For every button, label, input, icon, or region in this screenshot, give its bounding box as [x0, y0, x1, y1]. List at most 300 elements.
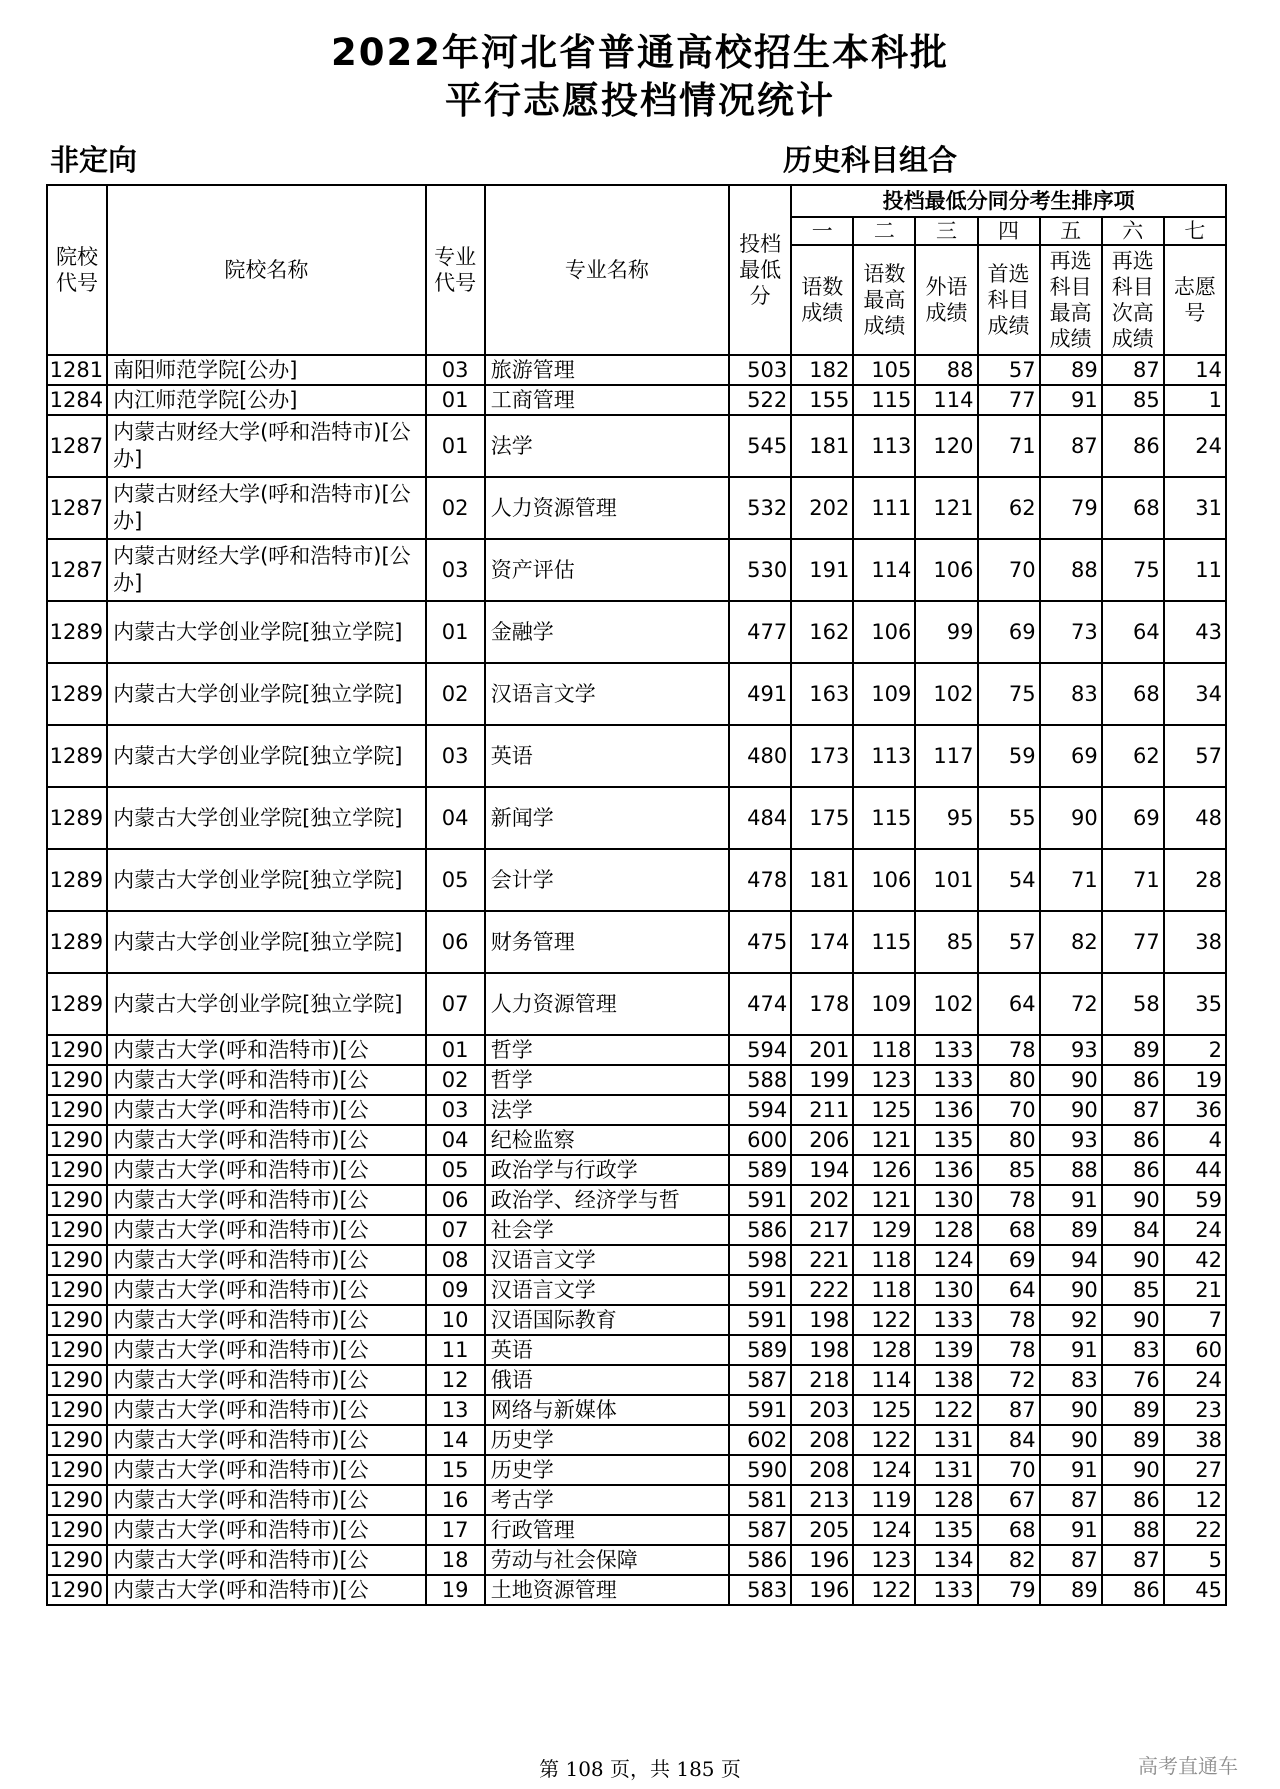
header-order-5: 五 [1040, 217, 1102, 245]
second-subject-max-cell: 87 [1040, 1485, 1102, 1515]
major-name-cell: 哲学 [485, 1035, 729, 1065]
school-code-cell: 1284 [47, 385, 107, 415]
second-subject-max-cell: 87 [1040, 415, 1102, 477]
second-subject-next-cell: 90 [1102, 1305, 1164, 1335]
second-subject-next-cell: 90 [1102, 1245, 1164, 1275]
school-name-cell: 内蒙古大学(呼和浩特市)[公 [107, 1425, 426, 1455]
school-code-cell: 1290 [47, 1395, 107, 1425]
table-row [47, 385, 1226, 415]
major-code-cell: 11 [426, 1335, 485, 1365]
preference-number-cell: 38 [1164, 1425, 1226, 1455]
second-subject-next-cell: 83 [1102, 1335, 1164, 1365]
second-subject-next-cell: 86 [1102, 1155, 1164, 1185]
major-code-cell: 02 [426, 1065, 485, 1095]
table-row [47, 1515, 1226, 1545]
major-code-cell: 17 [426, 1515, 485, 1545]
second-subject-next-cell: 89 [1102, 1035, 1164, 1065]
second-subject-next-cell: 68 [1102, 477, 1164, 539]
school-code-cell: 1287 [47, 415, 107, 477]
second-subject-max-cell: 89 [1040, 1215, 1102, 1245]
school-code-cell: 1290 [47, 1485, 107, 1515]
second-subject-next-cell: 90 [1102, 1455, 1164, 1485]
second-subject-next-cell: 64 [1102, 601, 1164, 663]
preference-number-cell: 24 [1164, 1365, 1226, 1395]
major-name-cell: 人力资源管理 [485, 477, 729, 539]
second-subject-next-cell: 86 [1102, 1125, 1164, 1155]
table-row [47, 1425, 1226, 1455]
second-subject-max-cell: 89 [1040, 355, 1102, 385]
school-code-cell: 1290 [47, 1335, 107, 1365]
second-subject-next-cell: 69 [1102, 787, 1164, 849]
major-name-cell: 英语 [485, 1335, 729, 1365]
school-code-cell: 1287 [47, 477, 107, 539]
min-score-cell: 581 [729, 1485, 791, 1515]
min-score-cell: 586 [729, 1545, 791, 1575]
second-subject-max-cell: 91 [1040, 1335, 1102, 1365]
min-score-cell: 588 [729, 1065, 791, 1095]
preference-number-cell: 22 [1164, 1515, 1226, 1545]
header-criteria-5: 再选科目最高成绩 [1040, 245, 1102, 355]
chinese-math-max-cell: 122 [853, 1575, 915, 1605]
second-subject-max-cell: 82 [1040, 911, 1102, 973]
school-name-cell: 内蒙古财经大学(呼和浩特市)[公办] [107, 477, 426, 539]
major-name-cell: 政治学、经济学与哲 [485, 1185, 729, 1215]
major-name-cell: 英语 [485, 725, 729, 787]
foreign-language-cell: 122 [915, 1395, 977, 1425]
min-score-cell: 586 [729, 1215, 791, 1245]
min-score-cell: 587 [729, 1365, 791, 1395]
school-name-cell: 内蒙古大学(呼和浩特市)[公 [107, 1035, 426, 1065]
chinese-math-score-cell: 217 [791, 1215, 853, 1245]
chinese-math-max-cell: 109 [853, 663, 915, 725]
chinese-math-max-cell: 122 [853, 1425, 915, 1455]
chinese-math-max-cell: 115 [853, 787, 915, 849]
second-subject-next-cell: 58 [1102, 973, 1164, 1035]
chinese-math-score-cell: 202 [791, 1185, 853, 1215]
min-score-cell: 475 [729, 911, 791, 973]
table-row [47, 1335, 1226, 1365]
min-score-cell: 594 [729, 1035, 791, 1065]
header-major-name: 专业名称 [485, 185, 729, 355]
first-subject-cell: 57 [978, 355, 1040, 385]
first-subject-cell: 64 [978, 1275, 1040, 1305]
preference-number-cell: 59 [1164, 1185, 1226, 1215]
school-code-cell: 1281 [47, 355, 107, 385]
foreign-language-cell: 135 [915, 1125, 977, 1155]
table-row [47, 1275, 1226, 1305]
second-subject-next-cell: 90 [1102, 1185, 1164, 1215]
chinese-math-max-cell: 125 [853, 1095, 915, 1125]
header-order-7: 七 [1164, 217, 1226, 245]
major-name-cell: 政治学与行政学 [485, 1155, 729, 1185]
preference-number-cell: 38 [1164, 911, 1226, 973]
major-name-cell: 土地资源管理 [485, 1575, 729, 1605]
min-score-cell: 591 [729, 1395, 791, 1425]
foreign-language-cell: 106 [915, 539, 977, 601]
chinese-math-max-cell: 123 [853, 1545, 915, 1575]
min-score-cell: 484 [729, 787, 791, 849]
chinese-math-max-cell: 113 [853, 415, 915, 477]
first-subject-cell: 78 [978, 1335, 1040, 1365]
major-code-cell: 02 [426, 663, 485, 725]
chinese-math-max-cell: 114 [853, 1365, 915, 1395]
second-subject-next-cell: 86 [1102, 415, 1164, 477]
min-score-cell: 589 [729, 1335, 791, 1365]
table-row [47, 1155, 1226, 1185]
chinese-math-score-cell: 196 [791, 1575, 853, 1605]
school-code-cell: 1289 [47, 849, 107, 911]
major-name-cell: 纪检监察 [485, 1125, 729, 1155]
major-code-cell: 03 [426, 355, 485, 385]
chinese-math-max-cell: 118 [853, 1275, 915, 1305]
major-code-cell: 18 [426, 1545, 485, 1575]
major-code-cell: 04 [426, 1125, 485, 1155]
school-name-cell: 内蒙古大学(呼和浩特市)[公 [107, 1305, 426, 1335]
foreign-language-cell: 128 [915, 1485, 977, 1515]
header-order-6: 六 [1102, 217, 1164, 245]
subtitle-category: 非定向 [50, 143, 138, 177]
major-code-cell: 01 [426, 601, 485, 663]
major-code-cell: 08 [426, 1245, 485, 1275]
school-code-cell: 1290 [47, 1515, 107, 1545]
second-subject-next-cell: 87 [1102, 1545, 1164, 1575]
second-subject-max-cell: 93 [1040, 1035, 1102, 1065]
major-code-cell: 03 [426, 725, 485, 787]
major-code-cell: 06 [426, 1185, 485, 1215]
major-name-cell: 新闻学 [485, 787, 729, 849]
foreign-language-cell: 138 [915, 1365, 977, 1395]
second-subject-max-cell: 93 [1040, 1125, 1102, 1155]
first-subject-cell: 84 [978, 1425, 1040, 1455]
chinese-math-max-cell: 124 [853, 1455, 915, 1485]
school-code-cell: 1290 [47, 1455, 107, 1485]
school-code-cell: 1289 [47, 725, 107, 787]
major-name-cell: 法学 [485, 1095, 729, 1125]
foreign-language-cell: 133 [915, 1035, 977, 1065]
table-row [47, 1185, 1226, 1215]
chinese-math-max-cell: 118 [853, 1245, 915, 1275]
table-row [47, 787, 1226, 849]
second-subject-next-cell: 89 [1102, 1395, 1164, 1425]
table-row [47, 477, 1226, 539]
second-subject-next-cell: 85 [1102, 385, 1164, 415]
min-score-cell: 545 [729, 415, 791, 477]
second-subject-max-cell: 90 [1040, 1065, 1102, 1095]
min-score-cell: 530 [729, 539, 791, 601]
preference-number-cell: 4 [1164, 1125, 1226, 1155]
header-order-1: 一 [791, 217, 853, 245]
foreign-language-cell: 136 [915, 1155, 977, 1185]
school-name-cell: 内蒙古财经大学(呼和浩特市)[公办] [107, 539, 426, 601]
major-name-cell: 汉语国际教育 [485, 1305, 729, 1335]
foreign-language-cell: 101 [915, 849, 977, 911]
preference-number-cell: 42 [1164, 1245, 1226, 1275]
major-code-cell: 01 [426, 1035, 485, 1065]
school-code-cell: 1290 [47, 1065, 107, 1095]
chinese-math-max-cell: 114 [853, 539, 915, 601]
first-subject-cell: 78 [978, 1185, 1040, 1215]
chinese-math-max-cell: 128 [853, 1335, 915, 1365]
second-subject-next-cell: 76 [1102, 1365, 1164, 1395]
preference-number-cell: 19 [1164, 1065, 1226, 1095]
chinese-math-max-cell: 124 [853, 1515, 915, 1545]
table-row [47, 1455, 1226, 1485]
second-subject-next-cell: 87 [1102, 355, 1164, 385]
first-subject-cell: 70 [978, 1095, 1040, 1125]
foreign-language-cell: 130 [915, 1185, 977, 1215]
major-code-cell: 13 [426, 1395, 485, 1425]
major-name-cell: 人力资源管理 [485, 973, 729, 1035]
major-name-cell: 汉语言文学 [485, 1245, 729, 1275]
school-code-cell: 1290 [47, 1185, 107, 1215]
school-name-cell: 内蒙古大学创业学院[独立学院] [107, 911, 426, 973]
school-name-cell: 内蒙古大学(呼和浩特市)[公 [107, 1545, 426, 1575]
school-code-cell: 1290 [47, 1125, 107, 1155]
min-score-cell: 600 [729, 1125, 791, 1155]
school-name-cell: 内蒙古大学创业学院[独立学院] [107, 725, 426, 787]
school-name-cell: 内蒙古大学创业学院[独立学院] [107, 787, 426, 849]
major-code-cell: 12 [426, 1365, 485, 1395]
school-name-cell: 内江师范学院[公办] [107, 385, 426, 415]
preference-number-cell: 35 [1164, 973, 1226, 1035]
school-code-cell: 1290 [47, 1365, 107, 1395]
preference-number-cell: 34 [1164, 663, 1226, 725]
table-row [47, 539, 1226, 601]
school-code-cell: 1289 [47, 601, 107, 663]
header-order-2: 二 [853, 217, 915, 245]
chinese-math-score-cell: 196 [791, 1545, 853, 1575]
school-code-cell: 1290 [47, 1425, 107, 1455]
first-subject-cell: 82 [978, 1545, 1040, 1575]
second-subject-max-cell: 89 [1040, 1575, 1102, 1605]
school-code-cell: 1289 [47, 911, 107, 973]
foreign-language-cell: 131 [915, 1455, 977, 1485]
preference-number-cell: 45 [1164, 1575, 1226, 1605]
school-code-cell: 1290 [47, 1155, 107, 1185]
major-code-cell: 16 [426, 1485, 485, 1515]
chinese-math-score-cell: 182 [791, 355, 853, 385]
school-name-cell: 内蒙古大学(呼和浩特市)[公 [107, 1125, 426, 1155]
school-name-cell: 内蒙古大学(呼和浩特市)[公 [107, 1245, 426, 1275]
foreign-language-cell: 102 [915, 973, 977, 1035]
school-name-cell: 内蒙古大学(呼和浩特市)[公 [107, 1365, 426, 1395]
first-subject-cell: 79 [978, 1575, 1040, 1605]
school-code-cell: 1289 [47, 663, 107, 725]
table-row [47, 1575, 1226, 1605]
preference-number-cell: 14 [1164, 355, 1226, 385]
second-subject-max-cell: 83 [1040, 663, 1102, 725]
chinese-math-score-cell: 208 [791, 1455, 853, 1485]
page-title-line2: 平行志愿投档情况统计 [445, 79, 835, 122]
major-name-cell: 法学 [485, 415, 729, 477]
first-subject-cell: 55 [978, 787, 1040, 849]
school-name-cell: 内蒙古大学创业学院[独立学院] [107, 601, 426, 663]
school-name-cell: 内蒙古大学(呼和浩特市)[公 [107, 1575, 426, 1605]
school-name-cell: 内蒙古大学(呼和浩特市)[公 [107, 1395, 426, 1425]
table-row [47, 911, 1226, 973]
min-score-cell: 590 [729, 1455, 791, 1485]
first-subject-cell: 78 [978, 1035, 1040, 1065]
major-name-cell: 社会学 [485, 1215, 729, 1245]
min-score-cell: 503 [729, 355, 791, 385]
preference-number-cell: 44 [1164, 1155, 1226, 1185]
major-code-cell: 05 [426, 1155, 485, 1185]
school-code-cell: 1290 [47, 1035, 107, 1065]
chinese-math-score-cell: 221 [791, 1245, 853, 1275]
second-subject-max-cell: 90 [1040, 1395, 1102, 1425]
chinese-math-max-cell: 121 [853, 1125, 915, 1155]
table-row [47, 1545, 1226, 1575]
table-row [47, 1095, 1226, 1125]
second-subject-next-cell: 86 [1102, 1485, 1164, 1515]
chinese-math-score-cell: 222 [791, 1275, 853, 1305]
header-criteria-2: 语数最高成绩 [853, 245, 915, 355]
min-score-cell: 598 [729, 1245, 791, 1275]
preference-number-cell: 31 [1164, 477, 1226, 539]
major-code-cell: 15 [426, 1455, 485, 1485]
preference-number-cell: 28 [1164, 849, 1226, 911]
chinese-math-score-cell: 218 [791, 1365, 853, 1395]
chinese-math-score-cell: 205 [791, 1515, 853, 1545]
table-row [47, 1215, 1226, 1245]
header-major-code: 专业代号 [426, 185, 485, 355]
major-code-cell: 03 [426, 1095, 485, 1125]
second-subject-next-cell: 71 [1102, 849, 1164, 911]
chinese-math-max-cell: 121 [853, 1185, 915, 1215]
second-subject-max-cell: 71 [1040, 849, 1102, 911]
table-row [47, 355, 1226, 385]
foreign-language-cell: 124 [915, 1245, 977, 1275]
watermark: 高考直通车 [1138, 1754, 1238, 1778]
chinese-math-score-cell: 198 [791, 1305, 853, 1335]
second-subject-next-cell: 84 [1102, 1215, 1164, 1245]
preference-number-cell: 48 [1164, 787, 1226, 849]
first-subject-cell: 70 [978, 539, 1040, 601]
page-footer: 第 108 页，共 185 页 [539, 1757, 741, 1781]
first-subject-cell: 54 [978, 849, 1040, 911]
second-subject-max-cell: 91 [1040, 1515, 1102, 1545]
school-name-cell: 内蒙古大学(呼和浩特市)[公 [107, 1185, 426, 1215]
major-code-cell: 07 [426, 973, 485, 1035]
first-subject-cell: 69 [978, 1245, 1040, 1275]
school-code-cell: 1290 [47, 1095, 107, 1125]
major-name-cell: 工商管理 [485, 385, 729, 415]
chinese-math-max-cell: 115 [853, 911, 915, 973]
major-code-cell: 04 [426, 787, 485, 849]
foreign-language-cell: 134 [915, 1545, 977, 1575]
min-score-cell: 591 [729, 1185, 791, 1215]
second-subject-max-cell: 90 [1040, 787, 1102, 849]
chinese-math-max-cell: 125 [853, 1395, 915, 1425]
table-row [47, 601, 1226, 663]
second-subject-next-cell: 85 [1102, 1275, 1164, 1305]
header-min-score: 投档最低分 [729, 185, 791, 355]
first-subject-cell: 78 [978, 1305, 1040, 1335]
chinese-math-score-cell: 198 [791, 1335, 853, 1365]
chinese-math-score-cell: 174 [791, 911, 853, 973]
chinese-math-score-cell: 175 [791, 787, 853, 849]
preference-number-cell: 27 [1164, 1455, 1226, 1485]
chinese-math-score-cell: 181 [791, 415, 853, 477]
major-name-cell: 哲学 [485, 1065, 729, 1095]
preference-number-cell: 57 [1164, 725, 1226, 787]
chinese-math-max-cell: 106 [853, 849, 915, 911]
school-code-cell: 1290 [47, 1275, 107, 1305]
chinese-math-max-cell: 113 [853, 725, 915, 787]
min-score-cell: 587 [729, 1515, 791, 1545]
chinese-math-max-cell: 123 [853, 1065, 915, 1095]
second-subject-next-cell: 87 [1102, 1095, 1164, 1125]
chinese-math-score-cell: 208 [791, 1425, 853, 1455]
header-school-name: 院校名称 [107, 185, 426, 355]
first-subject-cell: 67 [978, 1485, 1040, 1515]
first-subject-cell: 70 [978, 1455, 1040, 1485]
table-row [47, 725, 1226, 787]
foreign-language-cell: 114 [915, 385, 977, 415]
foreign-language-cell: 133 [915, 1305, 977, 1335]
school-name-cell: 内蒙古大学(呼和浩特市)[公 [107, 1095, 426, 1125]
second-subject-max-cell: 69 [1040, 725, 1102, 787]
major-code-cell: 05 [426, 849, 485, 911]
foreign-language-cell: 99 [915, 601, 977, 663]
preference-number-cell: 11 [1164, 539, 1226, 601]
table-row [47, 415, 1226, 477]
first-subject-cell: 71 [978, 415, 1040, 477]
chinese-math-max-cell: 119 [853, 1485, 915, 1515]
second-subject-max-cell: 90 [1040, 1275, 1102, 1305]
chinese-math-score-cell: 199 [791, 1065, 853, 1095]
major-name-cell: 金融学 [485, 601, 729, 663]
school-code-cell: 1290 [47, 1215, 107, 1245]
second-subject-max-cell: 87 [1040, 1545, 1102, 1575]
preference-number-cell: 43 [1164, 601, 1226, 663]
major-name-cell: 劳动与社会保障 [485, 1545, 729, 1575]
second-subject-max-cell: 94 [1040, 1245, 1102, 1275]
header-criteria-6: 再选科目次高成绩 [1102, 245, 1164, 355]
chinese-math-score-cell: 194 [791, 1155, 853, 1185]
major-name-cell: 俄语 [485, 1365, 729, 1395]
table-row [47, 973, 1226, 1035]
preference-number-cell: 1 [1164, 385, 1226, 415]
first-subject-cell: 68 [978, 1215, 1040, 1245]
preference-number-cell: 21 [1164, 1275, 1226, 1305]
second-subject-next-cell: 88 [1102, 1515, 1164, 1545]
foreign-language-cell: 120 [915, 415, 977, 477]
second-subject-max-cell: 90 [1040, 1425, 1102, 1455]
second-subject-next-cell: 62 [1102, 725, 1164, 787]
preference-number-cell: 2 [1164, 1035, 1226, 1065]
school-code-cell: 1289 [47, 973, 107, 1035]
second-subject-next-cell: 86 [1102, 1575, 1164, 1605]
foreign-language-cell: 121 [915, 477, 977, 539]
table-row [47, 663, 1226, 725]
table-row [47, 1245, 1226, 1275]
header-order-4: 四 [978, 217, 1040, 245]
major-name-cell: 会计学 [485, 849, 729, 911]
min-score-cell: 591 [729, 1305, 791, 1335]
chinese-math-score-cell: 155 [791, 385, 853, 415]
second-subject-max-cell: 88 [1040, 1155, 1102, 1185]
chinese-math-score-cell: 202 [791, 477, 853, 539]
foreign-language-cell: 139 [915, 1335, 977, 1365]
preference-number-cell: 5 [1164, 1545, 1226, 1575]
major-code-cell: 09 [426, 1275, 485, 1305]
min-score-cell: 532 [729, 477, 791, 539]
chinese-math-max-cell: 122 [853, 1305, 915, 1335]
major-code-cell: 07 [426, 1215, 485, 1245]
first-subject-cell: 72 [978, 1365, 1040, 1395]
chinese-math-max-cell: 106 [853, 601, 915, 663]
